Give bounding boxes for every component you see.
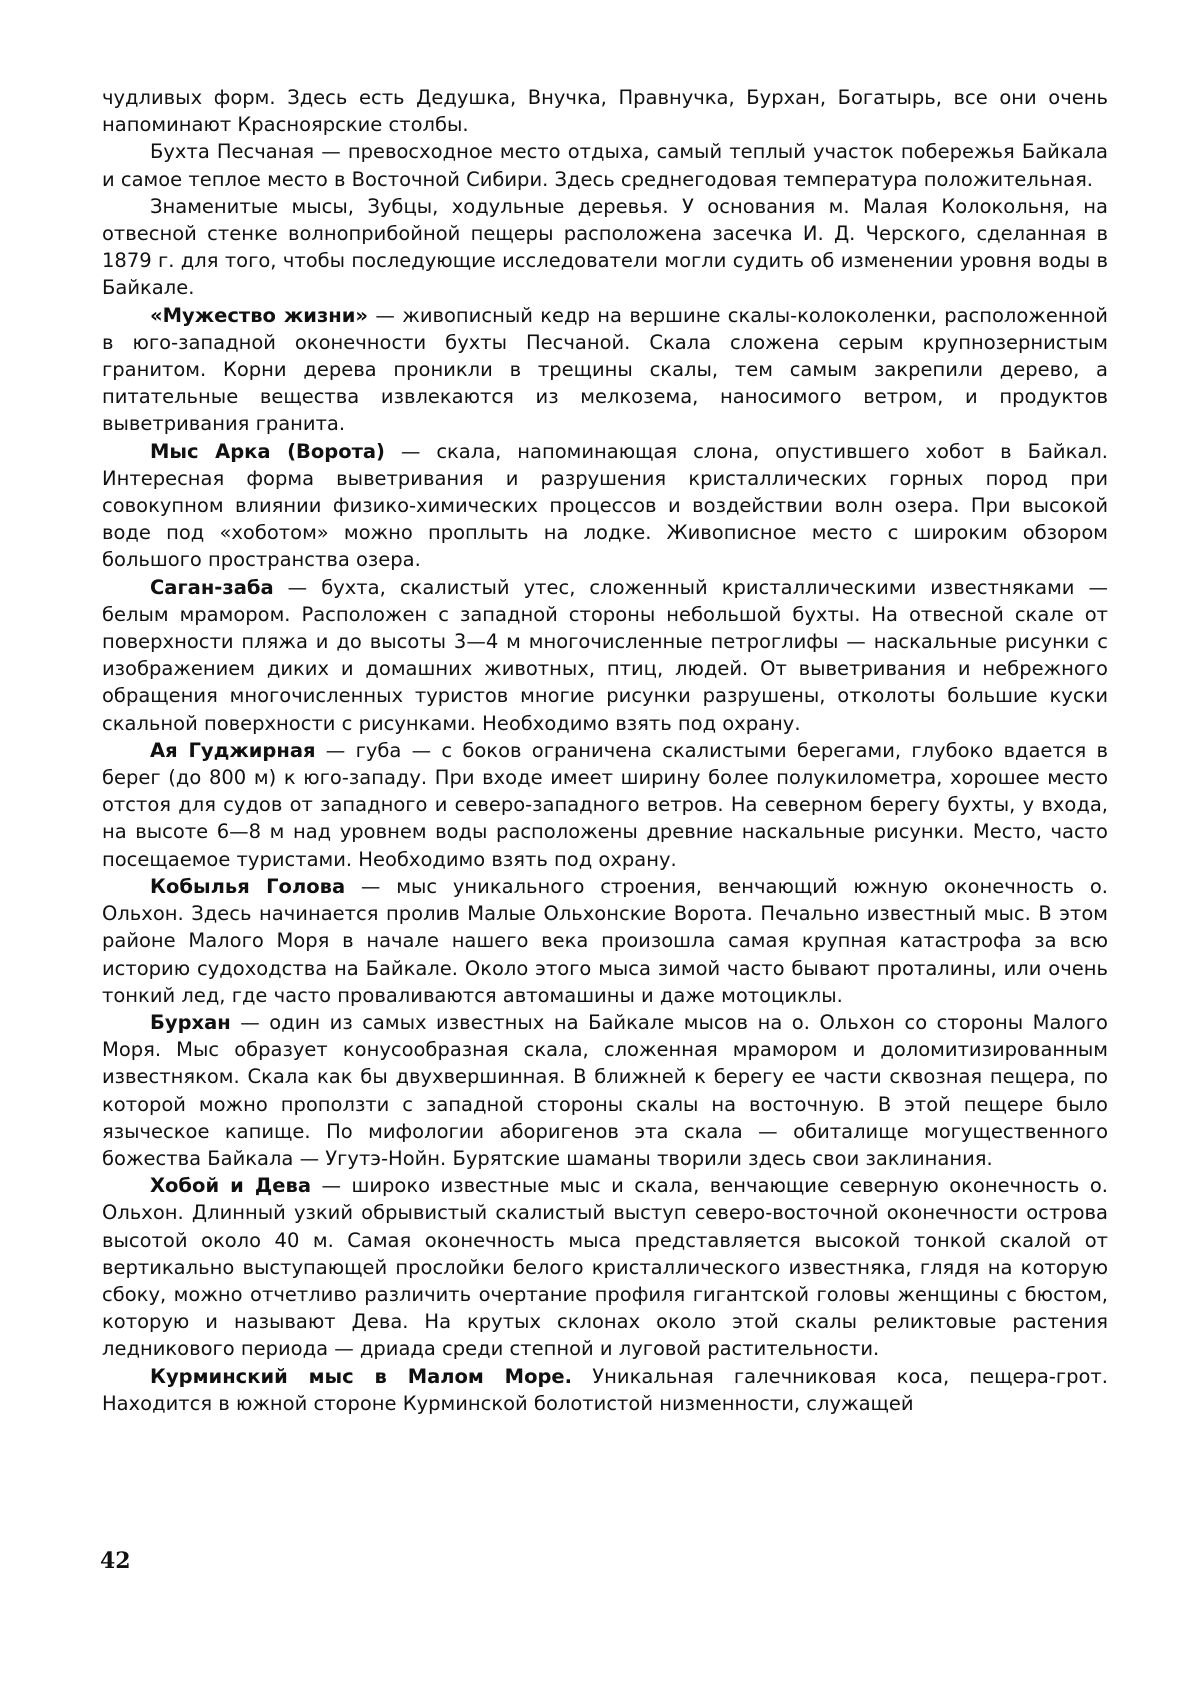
paragraph-text: Уникальная галечниковая коса, пещера-грот. Находится в южной стороне Курминской болотистой низменности, служащей <box>102 1364 1108 1415</box>
paragraph-lead: Саган-заба <box>150 575 274 599</box>
paragraph-burkhan <box>102 1009 1108 1172</box>
paragraph-muzhestvo-zhizni <box>102 302 1108 438</box>
paragraph-capes-zubtsy <box>102 193 1108 302</box>
paragraph-lead: Бурхан <box>150 1010 231 1034</box>
paragraph-lead: «Мужество жизни» <box>150 303 369 327</box>
page-number: 42 <box>100 1548 131 1574</box>
paragraph-continuation <box>102 84 1108 138</box>
paragraph-text: Бухта Песчаная — превосходное место отдыха, самый теплый участок побережья Байкала и самое теплое место в Восточной Сибири. Здесь среднегодовая температура положительная. <box>102 140 1108 191</box>
paragraph-text: — губа — с боков ограничена скалистыми берегами, глубоко вдается в берег (до 800 м) к юго-западу. При входе имеет ширину более полукилометра, хорошее место отстоя для судов от западного и северо-западного ветров. На северном берегу бухты, у входа, на высоте 6—8 м над уровнем воды расположены древние наскальные рисунки. Место, часто посещаемое туристами. Необходимо взять под охрану. <box>102 738 1108 871</box>
paragraph-text: — мыс уникального строения, венчающий южную оконечность о. Ольхон. Здесь начинается пролив Малые Ольхонские Ворота. Печально известный мыс. В этом районе Малого Моря в начале нашего века произошла самая крупная катастрофа за всю историю судоходства на Байкале. Около этого мыса зимой часто бывают проталины, или очень тонкий лед, где часто проваливаются автомашины и даже мотоциклы. <box>102 874 1108 1007</box>
paragraph-text: чудливых форм. Здесь есть Дедушка, Внучка, Правнучка, Бурхан, Богатырь, все они очень напоминают Красноярские столбы. <box>102 86 1108 137</box>
paragraph-lead: Кобылья Голова <box>150 874 346 898</box>
paragraph-lead: Хобой и Дева <box>150 1174 312 1198</box>
paragraph-sagan-zaba <box>102 574 1108 737</box>
paragraph-aya-gudzhirnaya <box>102 737 1108 873</box>
page-body <box>102 84 1108 1417</box>
paragraph-cape-arka <box>102 438 1108 574</box>
paragraph-kurminsky-cape <box>102 1363 1108 1417</box>
paragraph-lead: Ая Гуджирная <box>150 738 316 762</box>
paragraph-text: — широко известные мыс и скала, венчающие северную оконечность о. Ольхон. Длинный узкий обрывистый скалистый выступ северо-восточной оконечности острова высотой около 40 м. Самая оконечность мыса представляется высокой тонкой скалой от вертикально выступающей прослойки белого кристаллического известняка, глядя на которую сбоку, можно отчетливо различить очертание профиля гигантской головы женщины с бюстом, которую и называют Дева. На крутых склонах около этой скалы реликтовые растения ледникового периода — дриада среди степной и луговой растительности. <box>102 1174 1108 1361</box>
paragraph-peschanaya-bay <box>102 138 1108 192</box>
paragraph-lead: Мыс Арка (Ворота) <box>150 439 385 463</box>
paragraph-lead: Курминский мыс в Малом Море. <box>150 1364 573 1388</box>
paragraph-text: — бухта, скалистый утес, сложенный кристаллическими известняками — белым мрамором. Расположен с западной стороны небольшой бухты. На отвесной скале от поверхности пляжа и до высоты 3—4 м многочисленные петроглифы — наскальные рисунки с изображением диких и домашних животных, птиц, людей. От выветривания и небрежного обращения многочисленных туристов многие рисунки разрушены, отколоты большие куски скальной поверхности с рисунками. Необходимо взять под охрану. <box>102 575 1108 735</box>
paragraph-text: — один из самых известных на Байкале мысов на о. Ольхон со стороны Малого Моря. Мыс образует конусообразная скала, сложенная мрамором и доломитизированным известняком. Скала как бы двухвершинная. В ближней к берегу ее части сквозная пещера, по которой можно проползти с западной стороны скалы на восточную. В этой пещере было языческое капище. По мифологии аборигенов эта скала — обиталище могущественного божества Байкала — Угутэ-Нойн. Бурятские шаманы творили здесь свои заклинания. <box>102 1010 1108 1170</box>
paragraph-khoboy-i-deva <box>102 1172 1108 1362</box>
paragraph-text: Знаменитые мысы, Зубцы, ходульные деревья. У основания м. Малая Колокольня, на отвесной стенке волноприбойной пещеры расположена засечка И. Д. Черского, сделанная в 1879 г. для того, чтобы последующие исследователи могли судить об изменении уровня воды в Байкале. <box>102 194 1108 300</box>
paragraph-text: — живописный кедр на вершине скалы-колоколенки, расположенной в юго-западной оконечности бухты Песчаной. Скала сложена серым крупнозернистым гранитом. Корни дерева проникли в трещины скалы, тем самым закрепили дерево, а питательные вещества извлекаются из мелкозема, наносимого ветром, и продуктов выветривания гранита. <box>102 303 1108 436</box>
paragraph-kobylya-golova <box>102 873 1108 1009</box>
paragraph-text: — скала, напоминающая слона, опустившего хобот в Байкал. Интересная форма выветривания и разрушения кристаллических горных пород при совокупном влиянии физико-химических процессов и воздействии волн озера. При высокой воде под «хоботом» можно проплыть на лодке. Живописное место с широким обзором большого пространства озера. <box>102 439 1108 572</box>
